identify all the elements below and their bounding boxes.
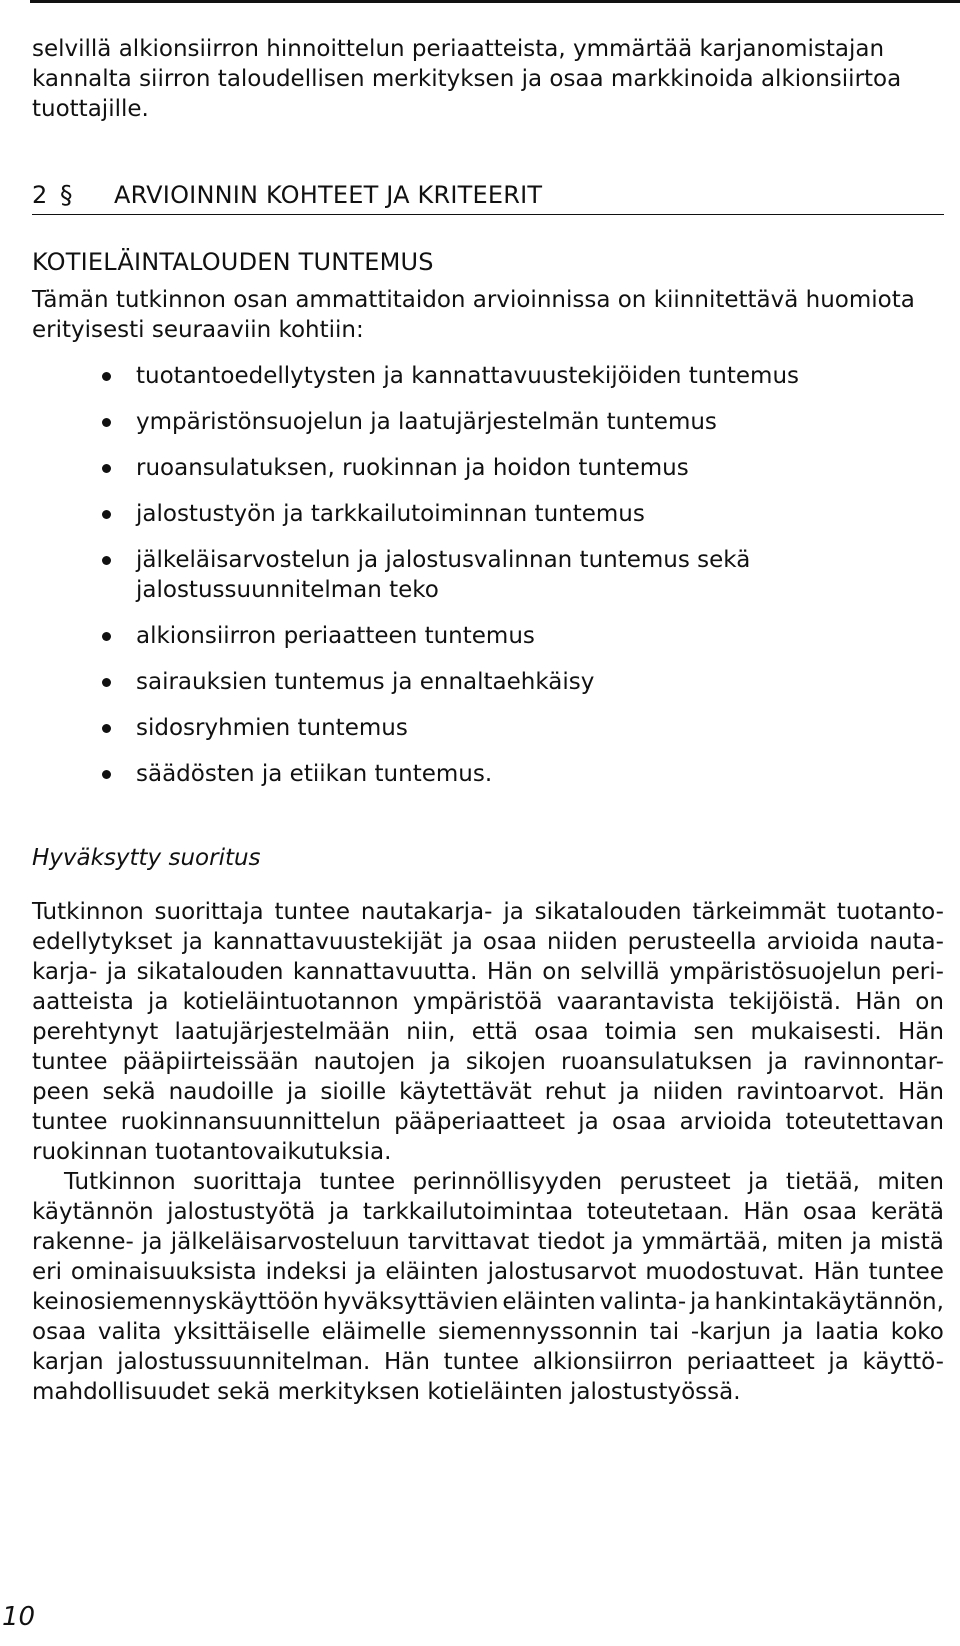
word: ympäristöä	[412, 989, 543, 1015]
word: Hän	[813, 1259, 860, 1285]
paragraph-line	[32, 1197, 944, 1227]
word: osaa	[32, 1319, 87, 1345]
bullet-icon	[102, 556, 111, 565]
word: hyväksyttävien	[322, 1289, 499, 1315]
paragraph-line	[32, 1377, 944, 1407]
word: niin,	[406, 1019, 456, 1045]
paragraph-line	[32, 1347, 944, 1377]
word: karjan	[32, 1349, 104, 1375]
word: mukaisesti.	[750, 1019, 882, 1045]
paragraph-line	[32, 1047, 944, 1077]
word: niiden	[547, 929, 618, 955]
list-item	[32, 545, 944, 605]
paragraph-line	[32, 1287, 944, 1317]
list-item	[32, 713, 944, 743]
paragraph-line	[32, 1107, 944, 1137]
word: käyttö-	[862, 1349, 944, 1375]
intro-line: kannalta siirron taloudellisen merkityksen ja osaa markkinoida alkionsiirtoa	[32, 66, 902, 92]
bullet-icon	[102, 770, 111, 779]
word: tuotanto-	[836, 899, 944, 925]
top-rule	[30, 0, 960, 3]
list-item-text: ruoansulatuksen, ruokinnan ja hoidon tuntemus	[136, 455, 689, 481]
word: suorittaja	[193, 1169, 303, 1195]
paragraph-line	[32, 1227, 944, 1257]
criteria-list	[32, 361, 944, 789]
word: ominaisuuksista	[70, 1259, 257, 1285]
word: sikatalouden	[534, 899, 682, 925]
word: perusteella	[627, 929, 757, 955]
word: ja	[619, 1079, 640, 1105]
word: tiedot	[537, 1229, 605, 1255]
section-symbol: §	[60, 180, 73, 209]
word: siemennyssonnin	[437, 1319, 638, 1345]
word: ja	[578, 1109, 599, 1135]
list-item-text: jalostustyön ja tarkkailutoiminnan tuntemus	[136, 501, 645, 527]
bullet-icon	[102, 632, 111, 641]
word: ja	[106, 959, 128, 985]
paragraph-line	[32, 1257, 944, 1287]
bullet-icon	[102, 418, 111, 427]
word: merkityksen	[277, 1379, 428, 1405]
word: kotieläintuotannon	[182, 989, 399, 1015]
word: Hän	[855, 989, 902, 1015]
subsection-title: KOTIELÄINTALOUDEN TUNTEMUS	[32, 248, 434, 276]
word: jalostustyössä.	[569, 1379, 741, 1405]
word: ruokinnansuunnittelun	[120, 1109, 381, 1135]
intro-paragraph	[32, 34, 944, 124]
bullet-icon	[102, 372, 111, 381]
word: tarkkailutoimintaa	[362, 1199, 574, 1225]
word: laatujärjestelmään	[174, 1019, 390, 1045]
word: että	[471, 1019, 519, 1045]
word: Tutkinnon	[64, 1169, 176, 1195]
word: yksittäiselle	[173, 1319, 311, 1345]
word: suorittaja	[154, 899, 264, 925]
word: ja	[690, 1289, 711, 1315]
word: keinosiemennyskäyttöön	[32, 1289, 319, 1315]
word: on	[915, 989, 944, 1015]
word: Hän	[743, 1199, 790, 1225]
bullet-icon	[102, 724, 111, 733]
word: perusteet	[619, 1169, 731, 1195]
word: jälkeläisarvosteluun	[170, 1229, 400, 1255]
word: tietää,	[785, 1169, 860, 1195]
list-item	[32, 759, 944, 789]
word: tarvittavat	[407, 1229, 530, 1255]
word: eläinten	[385, 1259, 479, 1285]
word: ja	[503, 899, 524, 925]
word: sekä	[102, 1079, 156, 1105]
list-item	[32, 407, 944, 437]
list-item-text: säädösten ja etiikan tuntemus.	[136, 761, 493, 787]
accepted-paragraph-1	[32, 897, 944, 1167]
word: pääperiaatteet	[394, 1109, 566, 1135]
word: miten	[877, 1169, 944, 1195]
word: pääpiirteissään	[122, 1049, 299, 1075]
list-item	[32, 499, 944, 529]
paragraph-line	[32, 1017, 944, 1047]
word: peen	[32, 1079, 90, 1105]
word: nauta-	[869, 929, 944, 955]
intro-line: selvillä alkionsiirron hinnoittelun periaatteista, ymmärtää karjanomistajan	[32, 36, 885, 62]
word: tuntee	[868, 1259, 944, 1285]
word: valinta-	[599, 1289, 687, 1315]
word: karja-	[32, 959, 98, 985]
word: tekijöistä.	[728, 989, 842, 1015]
word: perehtynyt	[32, 1019, 159, 1045]
word: Hän	[486, 959, 533, 985]
list-item	[32, 621, 944, 651]
word: vaarantavista	[556, 989, 715, 1015]
page-content	[32, 34, 944, 1407]
word: nautojen	[313, 1049, 416, 1075]
word: nautakarja-	[360, 899, 493, 925]
word: ruoansulatuksen	[560, 1049, 753, 1075]
word: toimia	[604, 1019, 678, 1045]
word: kerätä	[870, 1199, 944, 1225]
word: osaa	[534, 1019, 589, 1045]
word: jalostustyötä	[167, 1199, 316, 1225]
accepted-heading: Hyväksytty suoritus	[32, 845, 261, 871]
word: tuntee	[274, 899, 350, 925]
word: ja	[182, 929, 203, 955]
list-item-text: ympäristönsuojelun ja laatujärjestelmän tuntemus	[136, 409, 717, 435]
word: ja	[767, 1049, 789, 1075]
word: ja	[613, 1229, 634, 1255]
word: tuntee	[443, 1349, 520, 1375]
word: sioille	[320, 1079, 387, 1105]
list-item	[32, 453, 944, 483]
word: kotieläinten	[427, 1379, 570, 1405]
word: hankintakäytännön,	[714, 1289, 944, 1315]
list-item-text: jälkeläisarvostelun ja jalostusvalinnan tuntemus sekä	[136, 547, 751, 573]
list-item-text: sidosryhmien tuntemus	[136, 715, 408, 741]
word: ja	[828, 1349, 849, 1375]
paragraph-line	[32, 1077, 944, 1107]
word: ja	[328, 1199, 350, 1225]
word: osaa	[482, 929, 538, 955]
word: mistä	[880, 1229, 944, 1255]
word: kannattavuutta.	[292, 959, 478, 985]
word: on	[542, 959, 571, 985]
word: tai	[649, 1319, 680, 1345]
word: peri-	[890, 959, 944, 985]
paragraph-line	[32, 957, 944, 987]
word: perinnöllisyyden	[412, 1169, 603, 1195]
paragraph-line	[32, 1317, 944, 1347]
accepted-paragraph-2	[32, 1167, 944, 1407]
section-heading	[32, 180, 944, 215]
word: kannattavuustekijät	[212, 929, 443, 955]
word: jalostussuunnitelman.	[117, 1349, 371, 1375]
list-item	[32, 667, 944, 697]
word: ja	[748, 1169, 769, 1195]
word: ja	[782, 1319, 804, 1345]
word: tuntee	[319, 1169, 396, 1195]
word: arvioida	[766, 929, 860, 955]
page-number: 10	[2, 1602, 36, 1632]
intro-line: tuottajille.	[32, 96, 149, 122]
paragraph-line	[32, 897, 944, 927]
subsection-lead	[32, 285, 944, 345]
word: Tutkinnon	[32, 899, 144, 925]
word: osaa	[802, 1199, 858, 1225]
word: käytännön	[32, 1199, 154, 1225]
word: ravinnontar-	[803, 1049, 944, 1075]
paragraph-line	[32, 927, 944, 957]
word: alkionsiirron	[532, 1349, 673, 1375]
word: sekä	[217, 1379, 278, 1405]
list-item-text: alkionsiirron periaatteen tuntemus	[136, 623, 535, 649]
word: tuntee	[32, 1049, 108, 1075]
word: ja	[142, 1229, 163, 1255]
word: osaa	[612, 1109, 667, 1135]
list-item-text: jalostussuunnitelman teko	[136, 577, 439, 603]
word: Hän	[898, 1079, 944, 1105]
word: sen	[693, 1019, 735, 1045]
word: toteutettavan	[785, 1109, 944, 1135]
section-number: 2	[32, 181, 48, 209]
word: naudoille	[168, 1079, 274, 1105]
word: jalostusarvot	[487, 1259, 637, 1285]
word: valita	[97, 1319, 162, 1345]
word: sikatalouden	[136, 959, 284, 985]
word: miten	[776, 1229, 844, 1255]
word: tärkeimmät	[692, 899, 826, 925]
word: rehut	[544, 1079, 607, 1105]
lead-line: Tämän tutkinnon osan ammattitaidon arvioinnissa on kiinnitettävä huomiota	[32, 287, 915, 313]
paragraph-line	[32, 987, 944, 1017]
word: arvioida	[679, 1109, 773, 1135]
word: edellytykset	[32, 929, 173, 955]
bullet-icon	[102, 510, 111, 519]
word: rakenne-	[32, 1229, 134, 1255]
word: aatteista	[32, 989, 134, 1015]
word: laatia	[814, 1319, 880, 1345]
word: periaatteet	[686, 1349, 815, 1375]
word: selvillä	[580, 959, 660, 985]
word: eri	[32, 1259, 62, 1285]
paragraph-line	[32, 1167, 944, 1197]
word: toteutetaan.	[586, 1199, 730, 1225]
word: ja	[452, 929, 473, 955]
word: koko	[890, 1319, 944, 1345]
section-title: ARVIOINNIN KOHTEET JA KRITEERIT	[114, 181, 543, 209]
word: eläinten	[502, 1289, 596, 1315]
word: ja	[147, 989, 169, 1015]
word: ympäristösuojelun	[669, 959, 882, 985]
lead-line: erityisesti seuraaviin kohtiin:	[32, 317, 364, 343]
bullet-icon	[102, 464, 111, 473]
word: tuntee	[32, 1109, 108, 1135]
word: sikojen	[465, 1049, 546, 1075]
word: ja	[286, 1079, 308, 1105]
word: ravintoarvot.	[736, 1079, 886, 1105]
word: ruokinnan	[32, 1139, 155, 1165]
list-item	[32, 361, 944, 391]
word: niiden	[652, 1079, 724, 1105]
word: -karjun	[690, 1319, 772, 1345]
list-item-text: sairauksien tuntemus ja ennaltaehkäisy	[136, 669, 595, 695]
word: mahdollisuudet	[32, 1379, 218, 1405]
word: indeksi	[265, 1259, 348, 1285]
word: ja	[356, 1259, 377, 1285]
word: käytettävät	[399, 1079, 532, 1105]
word: ja	[430, 1049, 451, 1075]
word: tuotantovaikutuksia.	[154, 1139, 392, 1165]
paragraph-line	[32, 1137, 944, 1167]
word: muodostuvat.	[645, 1259, 805, 1285]
word: ymmärtää,	[641, 1229, 769, 1255]
word: eläimelle	[321, 1319, 427, 1345]
list-item-text: tuotantoedellytysten ja kannattavuustekijöiden tuntemus	[136, 363, 800, 389]
word: ja	[851, 1229, 872, 1255]
word: Hän	[383, 1349, 430, 1375]
word: Hän	[897, 1019, 944, 1045]
bullet-icon	[102, 678, 111, 687]
